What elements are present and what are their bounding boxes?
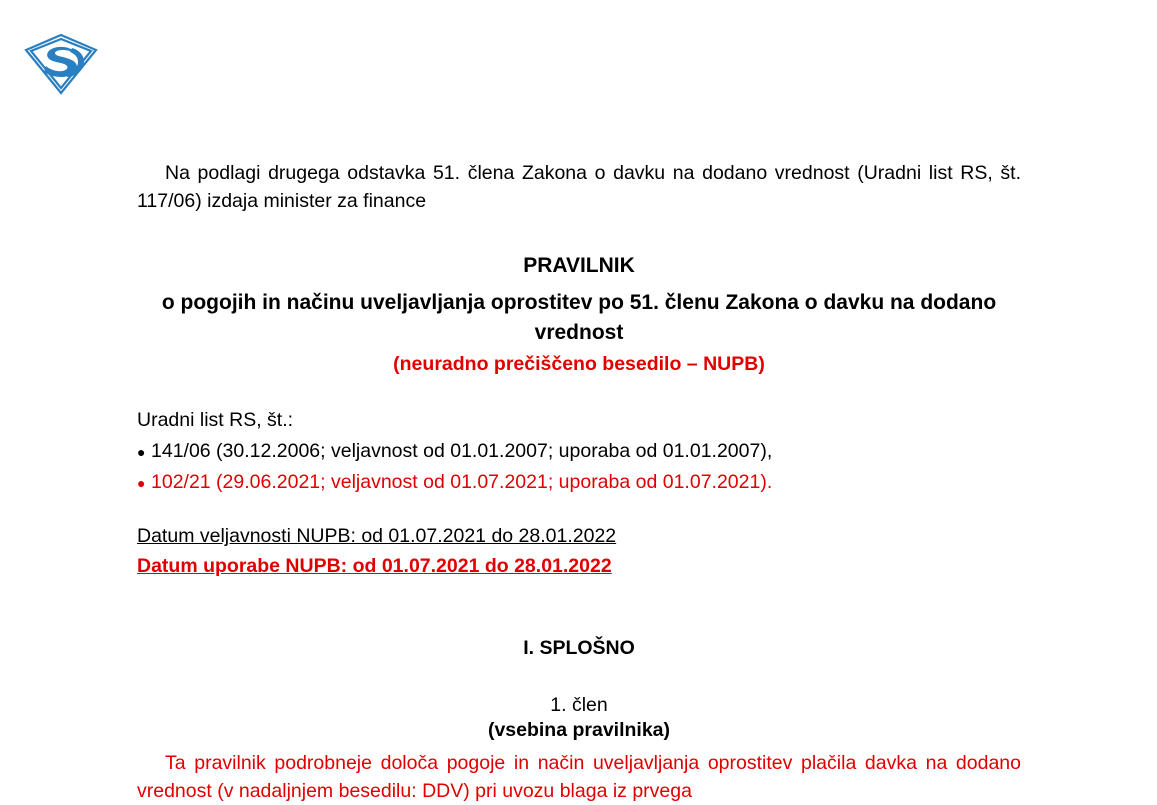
bullet-icon: ● [137, 475, 146, 492]
intro-paragraph: Na podlagi drugega odstavka 51. člena Zakona o davku na dodano vrednost (Uradni list RS, št. 117/06) izdaja minister za finance [137, 162, 1021, 212]
bullet-icon: ● [137, 443, 146, 460]
title-subtitle: o pogojih in načinu uveljavljanja oprostitev po 51. členu Zakona o davku na dodano vrednost [161, 290, 997, 345]
document-body [137, 160, 1021, 805]
gazette-entry-text: 141/06 (30.12.2006; veljavnost od 01.01.2007; uporaba od 01.01.2007), [151, 439, 773, 462]
document-title-block [137, 251, 1021, 375]
section-heading: I. SPLOŠNO [523, 636, 635, 659]
article-text: Ta pravilnik podrobneje določa pogoje in način uveljavljanja oprostitev plačila davka na dodano vrednost (v nadaljnjem besedilu: DDV) pri uvozu blaga iz prvega [137, 751, 1021, 802]
gazette-block [137, 406, 1021, 497]
article-title: (vsebina pravilnika) [487, 718, 671, 741]
gazette-entry-text: 102/21 (29.06.2021; veljavnost od 01.07.2021; uporaba od 01.07.2021). [151, 471, 773, 494]
gazette-label: Uradni list RS, št.: [137, 408, 294, 431]
article-number: 1. člen [550, 693, 608, 716]
organization-logo [22, 32, 100, 96]
list-item [137, 468, 1021, 496]
section-block [137, 637, 1021, 742]
usage-date: Datum uporabe NUPB: od 01.07.2021 do 28.01.2022 [137, 554, 612, 577]
list-item [137, 437, 1021, 465]
validity-date: Datum veljavnosti NUPB: od 01.07.2021 do 28.01.2022 [137, 525, 617, 548]
title-consolidated-note: (neuradno prečiščeno besedilo – NUPB) [393, 352, 765, 375]
title-main: PRAVILNIK [523, 254, 635, 278]
dates-block [137, 522, 1021, 581]
